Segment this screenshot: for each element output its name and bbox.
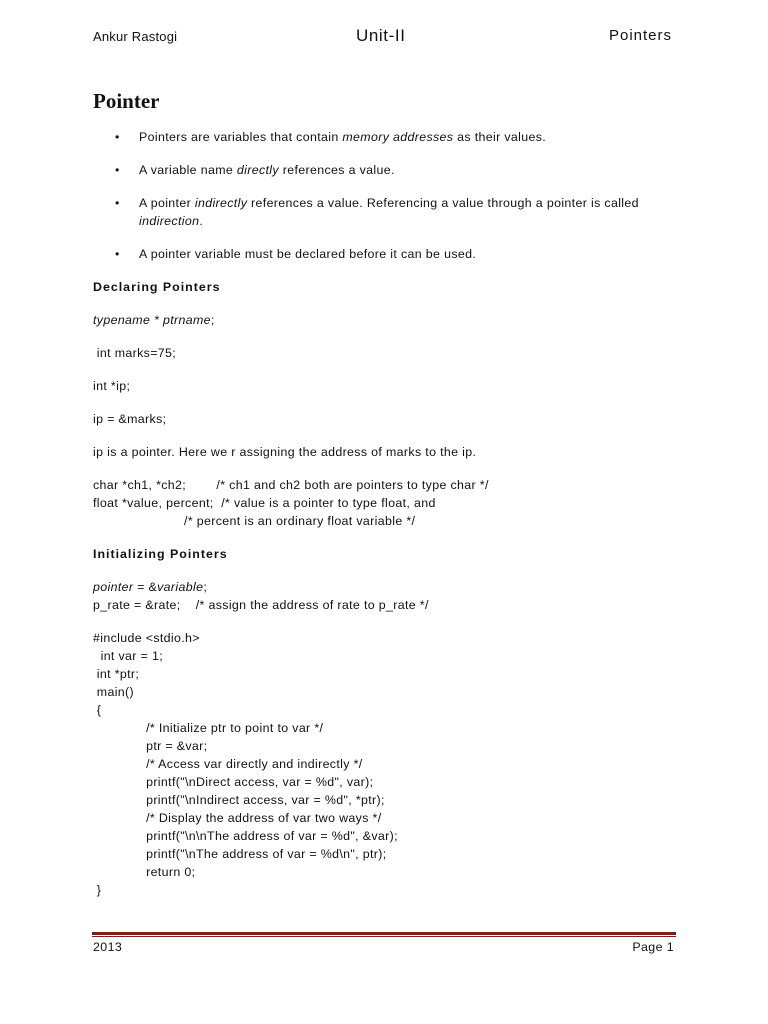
bullet-text: references a value. (278, 163, 395, 177)
syntax-part: * (150, 313, 163, 327)
initializing-syntax (93, 578, 676, 596)
declaring-explanation: ip is a pointer. Here we r assigning the address of marks to the ip. (93, 445, 477, 459)
bullet-list (93, 128, 676, 263)
syntax-part: ; (210, 313, 215, 327)
syntax-part: ; (203, 580, 208, 594)
bullet-text: A pointer variable must be declared before it can be used. (139, 247, 477, 261)
initializing-line: p_rate = &rate; /* assign the address of rate to p_rate */ (93, 598, 429, 612)
bullet-icon: • (115, 196, 120, 210)
bullet-text: A variable name (139, 163, 237, 177)
bullet-emphasis: directly (236, 163, 279, 177)
syntax-part: ptrname (162, 313, 211, 327)
bullet-item (93, 128, 676, 146)
bullet-emphasis: memory addresses (342, 130, 454, 144)
syntax-part: variable (157, 580, 204, 594)
footer-page-number: Page 1 (632, 940, 674, 954)
bullet-item (93, 245, 676, 263)
bullet-item (93, 194, 676, 230)
syntax-part: pointer (93, 580, 134, 594)
bullet-icon: • (115, 247, 120, 261)
bullet-icon: • (115, 130, 120, 144)
bullet-emphasis: indirection (139, 214, 200, 228)
footer-divider (92, 932, 676, 937)
bullet-emphasis: indirectly (194, 196, 248, 210)
page-header (93, 26, 672, 48)
bullet-text: references a value. Referencing a value through a pointer is called (247, 196, 639, 210)
bullet-text: Pointers are variables that contain (139, 130, 343, 144)
page-title: Pointer (93, 89, 160, 113)
page-content (93, 90, 676, 914)
section-heading-initializing: Initializing Pointers (93, 547, 228, 561)
declaring-code-block: char *ch1, *ch2; /* ch1 and ch2 both are pointers to type char */ float *value, percent; /* value is a pointer to type float, and /* percent is an ordinary float variable */ (93, 478, 489, 528)
bullet-item (93, 161, 676, 179)
header-author: Ankur Rastogi (93, 29, 178, 44)
bullet-text: as their values. (453, 130, 547, 144)
declaring-line: int *ip; (93, 379, 131, 393)
bullet-text: A pointer (139, 196, 195, 210)
declaring-line: int marks=75; (93, 346, 177, 360)
syntax-part: = & (133, 580, 158, 594)
footer-rule-thick (92, 932, 676, 935)
initializing-code-block: #include <stdio.h> int var = 1; int *ptr; main() { /* Initialize ptr to point to var */ ptr = &var; /* Access var directly and indirectly */ printf("\nDirect access, var = %d", var); printf("\nIndirect access, var = %d", *ptr); /* Display the address of var two ways */ printf("\n\nThe address of var = %d", &var); printf("\nThe address of var = %d\n", ptr); return 0; } (93, 631, 398, 897)
syntax-part: typename (93, 313, 151, 327)
bullet-text: . (199, 214, 204, 228)
bullet-icon: • (115, 163, 120, 177)
declaring-line: ip = &marks; (93, 412, 167, 426)
section-heading-declaring: Declaring Pointers (93, 280, 221, 294)
footer-rule-thin (92, 936, 676, 937)
declaring-syntax (93, 311, 676, 329)
footer-year: 2013 (93, 940, 123, 954)
header-topic: Pointers (608, 27, 672, 44)
header-unit: Unit-II (356, 26, 406, 45)
